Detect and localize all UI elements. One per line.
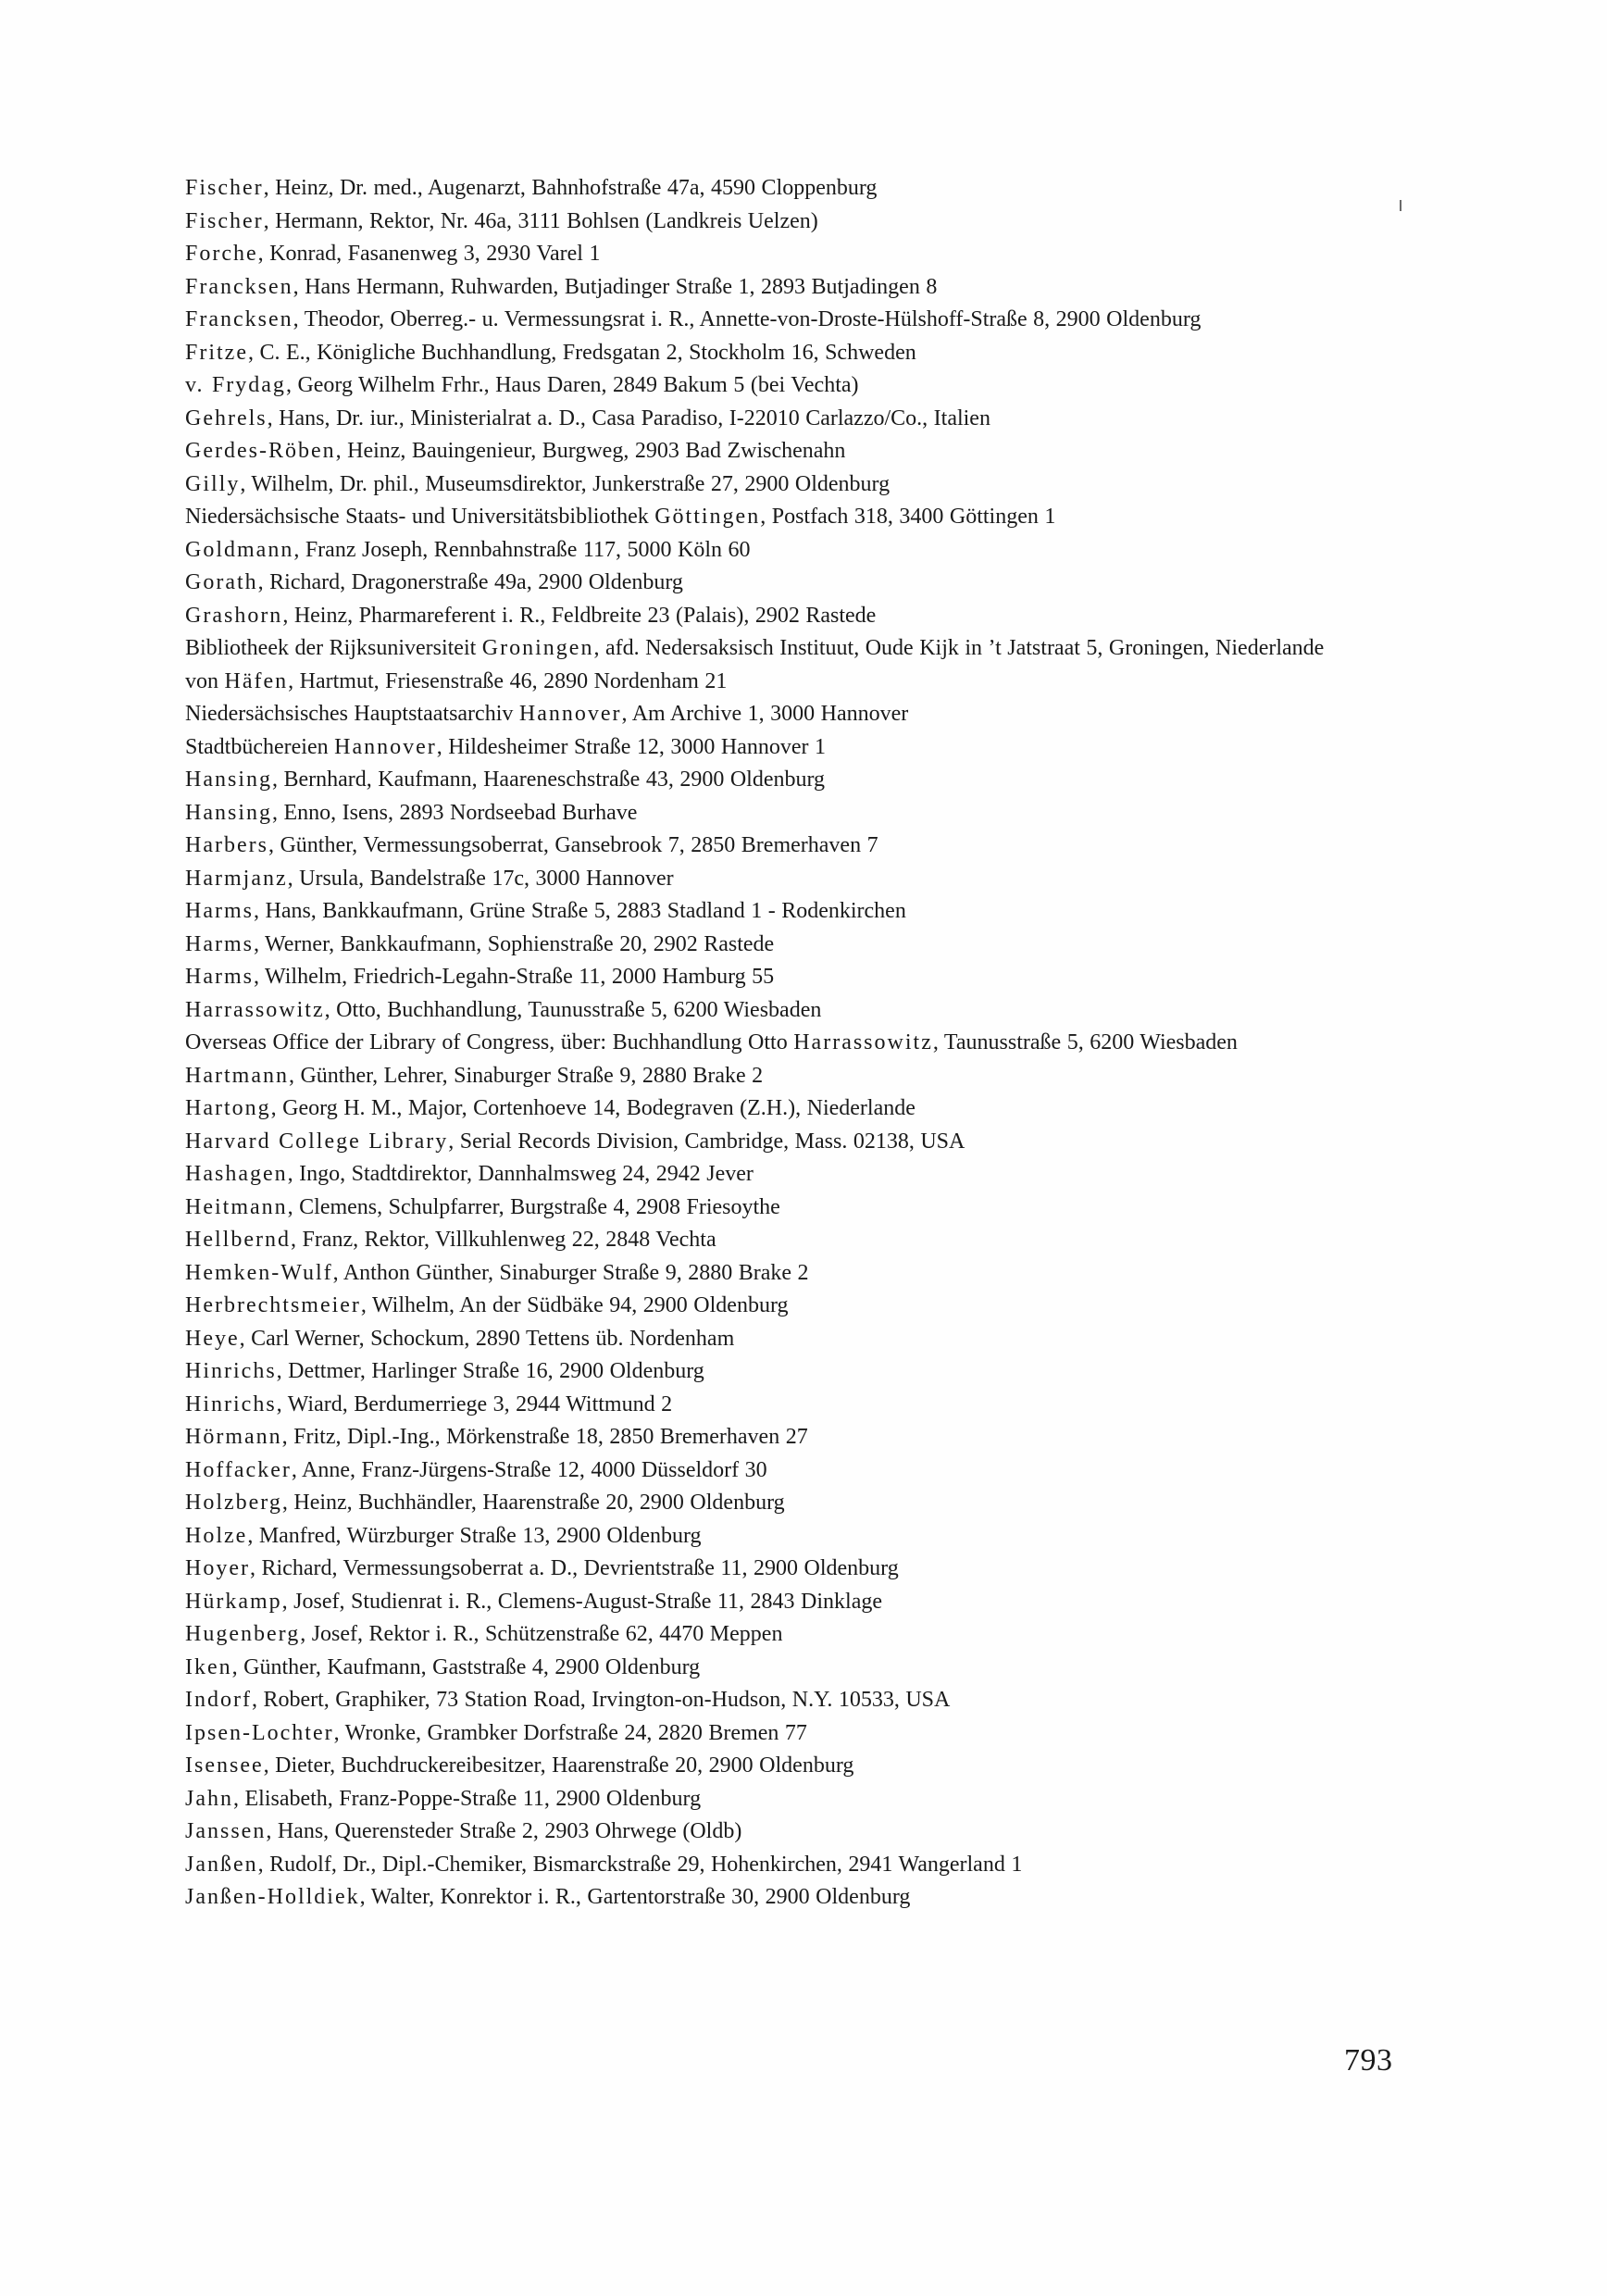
list-item [185, 764, 1426, 797]
list-item [185, 797, 1426, 830]
list-item [185, 1060, 1426, 1093]
list-item [185, 435, 1426, 468]
entry-details: , Serial Records Division, Cambridge, Mass. 02138, USA [448, 1129, 965, 1154]
list-item [185, 1487, 1426, 1520]
entry-details: , Hans, Dr. iur., Ministerialrat a. D., Casa Paradiso, I-22010 Carlazzo/Co., Italien [267, 406, 990, 430]
entry-details: , Postfach 318, 3400 Göttingen 1 [760, 505, 1056, 529]
entry-name: Hartmann [185, 1063, 289, 1088]
list-item [185, 501, 1426, 534]
entry-prefix: Niedersächsisches Hauptstaatsarchiv [185, 702, 519, 726]
list-item [185, 929, 1426, 962]
entry-name: Hoffacker [185, 1457, 292, 1482]
entry-details: , Wilhelm, Dr. phil., Museumsdirektor, Junkerstraße 27, 2900 Oldenburg [240, 471, 891, 496]
entry-prefix: Stadtbüchereien [185, 734, 335, 759]
entry-details: , afd. Nedersaksisch Instituut, Oude Kijk in ’t Jatstraat 5, Groningen, Niederlande [593, 636, 1325, 660]
member-address-list [185, 172, 1426, 1915]
entry-name: Hemken-Wulf [185, 1260, 333, 1285]
entry-name: Hörmann [185, 1425, 282, 1449]
entry-details: , Richard, Dragonerstraße 49a, 2900 Oldenburg [257, 570, 683, 594]
list-item [185, 632, 1426, 666]
list-item [185, 567, 1426, 600]
entry-name: Forche [185, 242, 258, 266]
entry-details: , Wiard, Berdumerriege 3, 2944 Wittmund 2 [276, 1391, 673, 1416]
entry-details: , Hans Hermann, Ruhwarden, Butjadinger Straße 1, 2893 Butjadingen 8 [293, 274, 938, 299]
entry-name: Harms [185, 931, 254, 956]
list-item [185, 1684, 1426, 1717]
list-item [185, 1586, 1426, 1619]
list-item [185, 731, 1426, 765]
entry-details: , Wilhelm, Friedrich-Legahn-Straße 11, 2000 Hamburg 55 [253, 965, 775, 989]
list-item [185, 1454, 1426, 1488]
entry-details: , Wilhelm, An der Südbäke 94, 2900 Oldenburg [360, 1293, 789, 1317]
entry-details: , Anne, Franz-Jürgens-Straße 12, 4000 Düsseldorf 30 [291, 1457, 767, 1482]
entry-details: , Georg Wilhelm Frhr., Haus Daren, 2849 Bakum 5 (bei Vechta) [285, 373, 859, 397]
entry-name: Iken [185, 1654, 232, 1679]
entry-details: , Dieter, Buchdruckereibesitzer, Haarenstraße 20, 2900 Oldenburg [263, 1753, 854, 1778]
entry-name: Hashagen [185, 1162, 288, 1186]
entry-name: Janßen [185, 1852, 258, 1877]
entry-details: , Günther, Vermessungsoberrat, Gansebrook 7, 2850 Bremerhaven 7 [268, 833, 878, 857]
entry-details: , Dettmer, Harlinger Straße 16, 2900 Oldenburg [276, 1359, 704, 1383]
entry-details: , Franz, Rektor, Villkuhlenweg 22, 2848 Vechta [290, 1228, 716, 1252]
entry-name: Jahn [185, 1786, 233, 1811]
entry-details: , Carl Werner, Schockum, 2890 Tettens üb. Nordenham [239, 1326, 735, 1351]
entry-name: Harmjanz [185, 866, 288, 891]
entry-name: Heye [185, 1326, 240, 1351]
entry-details: , Robert, Graphiker, 73 Station Road, Irvington-on-Hudson, N.Y. 10533, USA [251, 1688, 951, 1712]
entry-name: Hinrichs [185, 1391, 277, 1416]
entry-name: Gorath [185, 570, 258, 594]
list-item [185, 600, 1426, 633]
list-item [185, 238, 1426, 271]
entry-details: , Josef, Rektor i. R., Schützenstraße 62, 4470 Meppen [300, 1622, 783, 1646]
list-item [185, 1355, 1426, 1389]
entry-details: , Manfred, Würzburger Straße 13, 2900 Oldenburg [247, 1523, 702, 1548]
list-item [185, 961, 1426, 994]
entry-details: , Rudolf, Dr., Dipl.-Chemiker, Bismarckstraße 29, Hohenkirchen, 2941 Wangerland 1 [257, 1852, 1023, 1877]
entry-name: Herbrechtsmeier [185, 1293, 361, 1317]
entry-details: , Am Archive 1, 3000 Hannover [621, 702, 909, 726]
entry-details: , Hildesheimer Straße 12, 3000 Hannover 1 [436, 734, 826, 759]
entry-details: , Heinz, Pharmareferent i. R., Feldbreite 23 (Palais), 2902 Rastede [282, 603, 877, 628]
entry-name: Häfen [224, 668, 289, 693]
entry-details: , Richard, Vermessungsoberrat a. D., Devrientstraße 11, 2900 Oldenburg [249, 1556, 899, 1580]
entry-details: , Elisabeth, Franz-Poppe-Straße 11, 2900 Oldenburg [233, 1786, 702, 1811]
entry-details: , Hans, Bankkaufmann, Grüne Straße 5, 2883 Stadland 1 - Rodenkirchen [253, 899, 906, 923]
list-item [185, 1126, 1426, 1159]
list-item [185, 337, 1426, 370]
entry-details: , Clemens, Schulpfarrer, Burgstraße 4, 2908 Friesoythe [287, 1194, 780, 1219]
entry-prefix: von [185, 668, 225, 693]
entry-name: Francksen [185, 274, 293, 299]
entry-details: , Theodor, Oberreg.- u. Vermessungsrat i. R., Annette-von-Droste-Hülshoff-Straße 8, 2900 Oldenburg [293, 307, 1202, 331]
list-item [185, 1192, 1426, 1225]
entry-details: , Otto, Buchhandlung, Taunusstraße 5, 6200 Wiesbaden [324, 997, 822, 1022]
list-item [185, 698, 1426, 731]
entry-details: , Günther, Kaufmann, Gaststraße 4, 2900 Oldenburg [231, 1654, 701, 1679]
entry-details: , Konrad, Fasanenweg 3, 2930 Varel 1 [257, 242, 601, 266]
entry-name: Gerdes-Röben [185, 439, 336, 463]
list-item [185, 1389, 1426, 1422]
list-item [185, 1553, 1426, 1586]
entry-name: Fischer [185, 176, 264, 200]
entry-name: Gilly [185, 471, 241, 496]
entry-name: Harrassowitz [185, 997, 325, 1022]
entry-name: Harms [185, 899, 254, 923]
entry-details: , Enno, Isens, 2893 Nordseebad Burhave [272, 800, 638, 825]
entry-name: Hansing [185, 767, 272, 792]
entry-details: , Heinz, Buchhändler, Haarenstraße 20, 2900 Oldenburg [281, 1491, 785, 1515]
entry-name: Hoyer [185, 1556, 250, 1580]
entry-details: , Hermann, Rektor, Nr. 46a, 3111 Bohlsen (Landkreis Uelzen) [263, 208, 818, 233]
entry-details: , Fritz, Dipl.-Ing., Mörkenstraße 18, 2850 Bremerhaven 27 [281, 1425, 808, 1449]
entry-name: Hürkamp [185, 1589, 282, 1614]
entry-name: Groningen [481, 636, 594, 660]
entry-details: , Hartmut, Friesenstraße 46, 2890 Nordenham 21 [288, 668, 728, 693]
entry-details: , Heinz, Dr. med., Augenarzt, Bahnhofstraße 47a, 4590 Cloppenburg [263, 176, 878, 200]
list-item [185, 369, 1426, 403]
list-item [185, 304, 1426, 337]
entry-details: , Josef, Studienrat i. R., Clemens-August-Straße 11, 2843 Dinklage [281, 1589, 883, 1614]
entry-details: , Franz Joseph, Rennbahnstraße 117, 5000 Köln 60 [293, 537, 751, 562]
list-item [185, 1027, 1426, 1060]
entry-name: Hannover [334, 734, 437, 759]
entry-name: Hannover [518, 702, 622, 726]
list-item [185, 1158, 1426, 1192]
entry-name: Harbers [185, 833, 268, 857]
list-item [185, 1783, 1426, 1816]
entry-name: Ipsen-Lochter [185, 1720, 334, 1745]
list-item [185, 468, 1426, 502]
list-item [185, 1421, 1426, 1454]
entry-name: Grashorn [185, 603, 283, 628]
entry-name: Indorf [185, 1688, 252, 1712]
entry-details: , Walter, Konrektor i. R., Gartentorstraße 30, 2900 Oldenburg [359, 1885, 911, 1909]
list-item [185, 206, 1426, 239]
entry-details: , Wronke, Grambker Dorfstraße 24, 2820 Bremen 77 [333, 1720, 807, 1745]
list-item [185, 1290, 1426, 1323]
entry-name: Harvard College Library [185, 1129, 449, 1154]
entry-details: , C. E., Königliche Buchhandlung, Fredsgatan 2, Stockholm 16, Schweden [247, 340, 916, 365]
list-item [185, 1816, 1426, 1849]
list-item [185, 1717, 1426, 1751]
entry-prefix: Bibliotheek der Rijksuniversiteit [185, 636, 482, 660]
entry-name: Hellbernd [185, 1228, 291, 1252]
list-item [185, 1224, 1426, 1257]
entry-name: Heitmann [185, 1194, 288, 1219]
list-item [185, 271, 1426, 305]
list-item [185, 895, 1426, 929]
entry-name: Hartong [185, 1096, 271, 1120]
entry-details: , Heinz, Bauingenieur, Burgweg, 2903 Bad Zwischenahn [335, 439, 846, 463]
entry-name: Janssen [185, 1819, 267, 1843]
entry-details: , Ursula, Bandelstraße 17c, 3000 Hannover [287, 866, 674, 891]
entry-name: Janßen-Holldiek [185, 1885, 360, 1909]
entry-name: Hansing [185, 800, 272, 825]
entry-name: Holze [185, 1523, 248, 1548]
list-item [185, 534, 1426, 568]
list-item [185, 830, 1426, 863]
entry-prefix: Overseas Office der Library of Congress, über: Buchhandlung Otto [185, 1030, 794, 1054]
list-item [185, 403, 1426, 436]
list-item [185, 1881, 1426, 1915]
entry-details: , Georg H. M., Major, Cortenhoeve 14, Bodegraven (Z.H.), Niederlande [270, 1096, 916, 1120]
entry-details: , Anthon Günther, Sinaburger Straße 9, 2880 Brake 2 [332, 1260, 809, 1285]
entry-name: Goldmann [185, 537, 294, 562]
entry-name: Göttingen [654, 505, 761, 529]
entry-details: , Werner, Bankkaufmann, Sophienstraße 20, 2902 Rastede [253, 931, 775, 956]
entry-name: Fritze [185, 340, 248, 365]
list-item [185, 994, 1426, 1028]
entry-name: v. Frydag [185, 373, 286, 397]
entry-name: Isensee [185, 1753, 264, 1778]
list-item [185, 1750, 1426, 1783]
list-item [185, 172, 1426, 206]
entry-name: Hugenberg [185, 1622, 301, 1646]
list-item [185, 1652, 1426, 1685]
entry-details: , Hans, Querensteder Straße 2, 2903 Ohrwege (Oldb) [266, 1819, 742, 1843]
list-item [185, 863, 1426, 896]
entry-name: Harrassowitz [793, 1030, 933, 1054]
entry-details: , Taunusstraße 5, 6200 Wiesbaden [932, 1030, 1238, 1054]
entry-name: Hinrichs [185, 1359, 277, 1383]
list-item [185, 1257, 1426, 1291]
page-number: 793 [1344, 2043, 1393, 2078]
entry-details: , Bernhard, Kaufmann, Haareneschstraße 43, 2900 Oldenburg [272, 767, 826, 792]
entry-name: Harms [185, 965, 254, 989]
entry-name: Gehrels [185, 406, 268, 430]
entry-name: Fischer [185, 208, 264, 233]
list-item [185, 1520, 1426, 1554]
list-item [185, 666, 1426, 699]
list-item [185, 1323, 1426, 1356]
list-item [185, 1618, 1426, 1652]
entry-name: Holzberg [185, 1491, 282, 1515]
list-item [185, 1849, 1426, 1882]
entry-details: , Ingo, Stadtdirektor, Dannhalmsweg 24, 2942 Jever [287, 1162, 754, 1186]
list-item [185, 1092, 1426, 1126]
entry-prefix: Niedersächsische Staats- und Universitätsbibliothek [185, 505, 655, 529]
entry-name: Francksen [185, 307, 293, 331]
entry-details: , Günther, Lehrer, Sinaburger Straße 9, 2880 Brake 2 [288, 1063, 764, 1088]
